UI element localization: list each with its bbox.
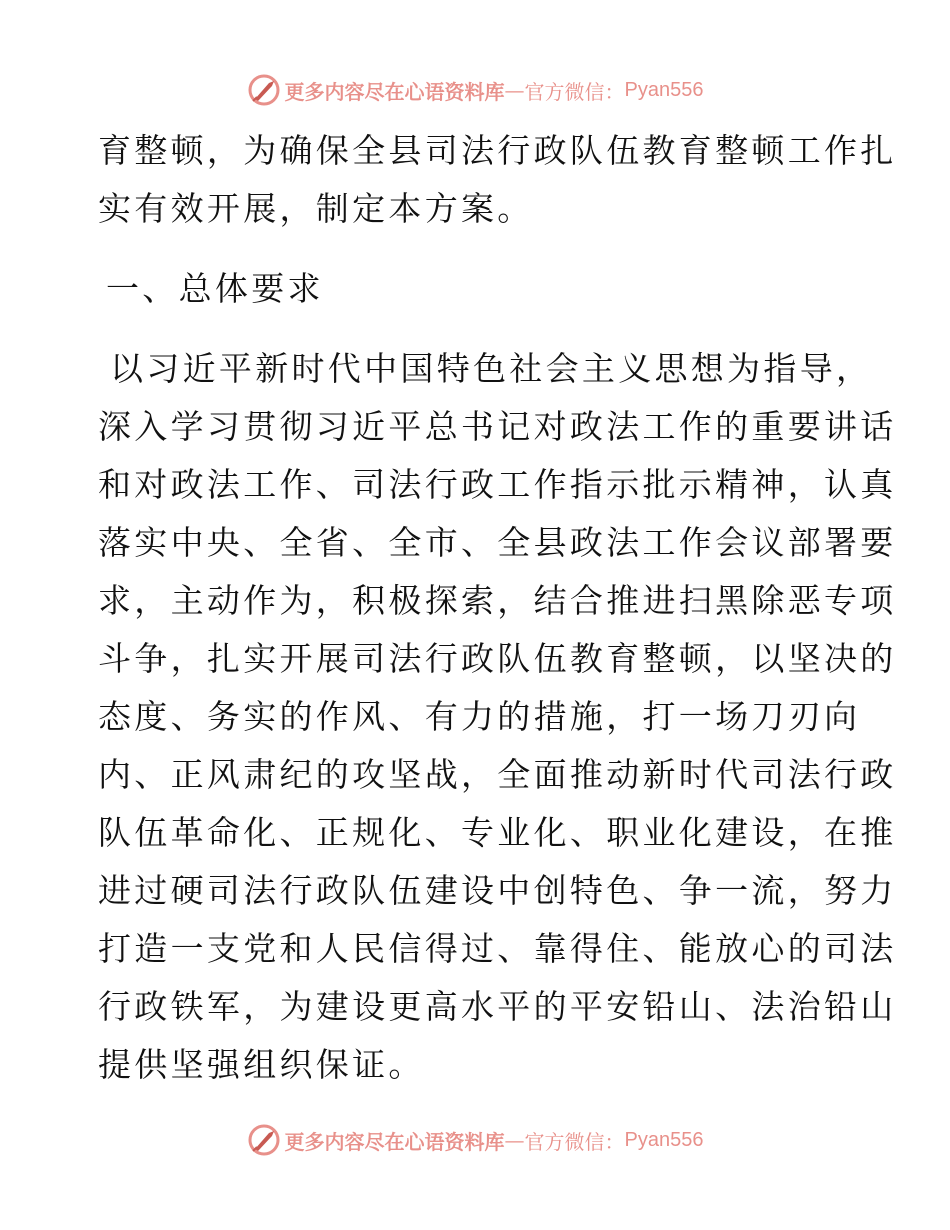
text-line: 提供坚强组织保证。 <box>98 1045 425 1084</box>
section-heading: 一、总体要求 <box>106 269 324 308</box>
text-line: 育整顿，为确保全县司法行政队伍教育整顿工作扎 <box>98 131 897 170</box>
text-line: 斗争，扎实开展司法行政队伍教育整顿，以坚决的 <box>98 639 897 678</box>
banner-dash: — <box>504 78 525 102</box>
paragraph-general-requirements <box>98 340 897 1094</box>
document-body <box>98 122 897 1094</box>
banner-main-text: 更多内容尽在心语资料库 <box>284 79 505 104</box>
text-line: 进过硬司法行政队伍建设中创特色、争一流，努力 <box>98 871 897 910</box>
banner-dash: — <box>504 1128 525 1152</box>
paragraph-intro <box>98 122 897 238</box>
banner-official-label: 官方微信： <box>524 1129 625 1154</box>
text-line: 打造一支党和人民信得过、靠得住、能放心的司法 <box>98 929 897 968</box>
text-line: 深入学习贯彻习近平总书记对政法工作的重要讲话 <box>98 407 897 446</box>
text-line: 态度、务实的作风、有力的措施，打一场刀刃向 <box>98 697 861 736</box>
quill-pen-circle-icon <box>247 73 281 107</box>
footer-watermark-banner <box>0 1120 950 1160</box>
banner-main-text: 更多内容尽在心语资料库 <box>284 1129 505 1154</box>
text-line: 内、正风肃纪的攻坚战，全面推动新时代司法行政 <box>98 755 897 794</box>
text-line: 队伍革命化、正规化、专业化、职业化建设，在推 <box>98 813 897 852</box>
banner-wechat-id: Pyan556 <box>624 1128 704 1151</box>
text-line: 和对政法工作、司法行政工作指示批示精神，认真 <box>98 465 897 504</box>
text-line: 实有效开展，制定本方案。 <box>98 189 534 228</box>
text-line: 行政铁军，为建设更高水平的平安铅山、法治铅山 <box>98 987 897 1026</box>
header-watermark-banner <box>0 70 950 110</box>
banner-official-label: 官方微信： <box>524 79 625 104</box>
banner-wechat-id: Pyan556 <box>624 78 704 101</box>
text-line: 求，主动作为，积极探索，结合推进扫黑除恶专项 <box>98 581 897 620</box>
text-line: 落实中央、全省、全市、全县政法工作会议部署要 <box>98 523 897 562</box>
quill-pen-circle-icon <box>247 1123 281 1157</box>
text-line: 以习近平新时代中国特色社会主义思想为指导， <box>110 349 873 388</box>
